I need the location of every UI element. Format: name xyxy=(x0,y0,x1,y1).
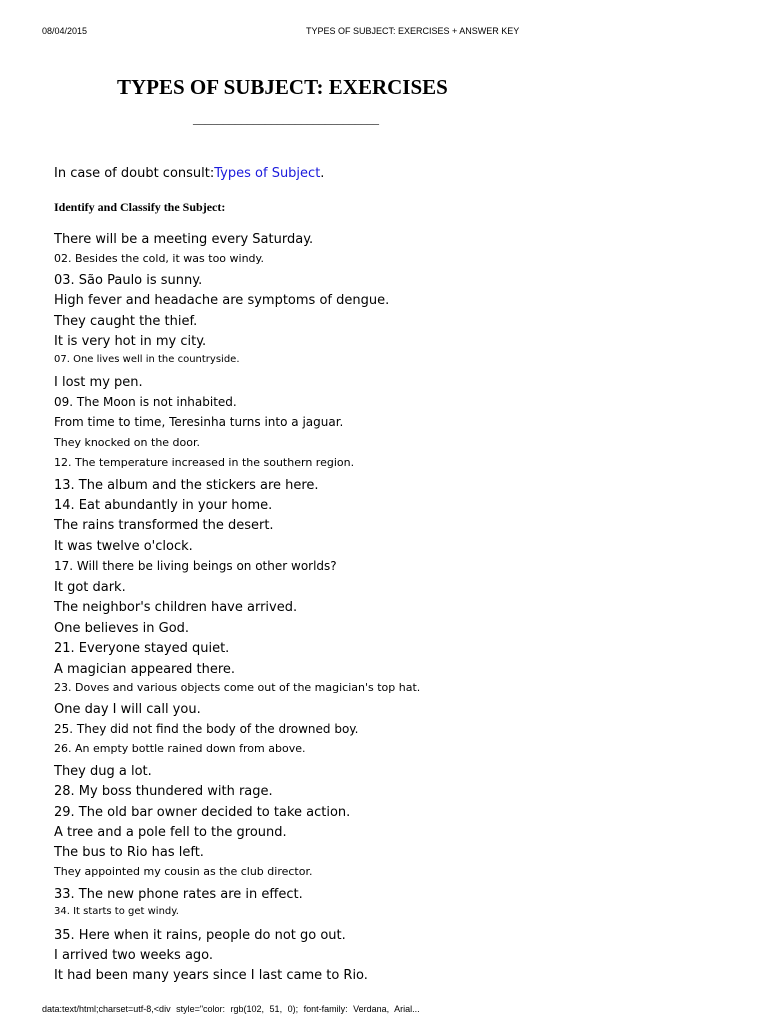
exercise-item: It was twelve o'clock. xyxy=(54,539,193,554)
intro-text: In case of doubt consult: xyxy=(54,166,215,181)
exercise-item: 12. The temperature increased in the southern region. xyxy=(54,456,355,469)
exercise-item: The neighbor's children have arrived. xyxy=(54,600,298,615)
exercise-item: They dug a lot. xyxy=(54,764,152,779)
exercise-item: From time to time, Teresinha turns into a jaguar. xyxy=(54,415,344,429)
footer-url: data:text/html;charset=utf-8,<div style="color: rgb(102, 51, 0); font-family: Verdana, Arial... xyxy=(42,1004,420,1014)
exercise-item: 09. The Moon is not inhabited. xyxy=(54,395,237,409)
header-title: TYPES OF SUBJECT: EXERCISES + ANSWER KEY xyxy=(306,26,520,36)
exercise-item: High fever and headache are symptoms of dengue. xyxy=(54,293,390,308)
exercise-item: One believes in God. xyxy=(54,621,190,636)
title-underline: _______________________________ xyxy=(193,112,379,126)
types-of-subject-link[interactable]: Types of Subject xyxy=(214,166,321,181)
exercise-item: They appointed my cousin as the club director. xyxy=(54,865,313,878)
intro-paragraph xyxy=(54,166,324,181)
exercise-item: They caught the thief. xyxy=(54,314,198,329)
exercise-item: A magician appeared there. xyxy=(54,662,236,677)
exercise-item: I arrived two weeks ago. xyxy=(54,948,214,963)
instruction-heading: Identify and Classify the Subject: xyxy=(54,200,226,214)
exercise-item: It is very hot in my city. xyxy=(54,334,207,349)
exercise-item: 33. The new phone rates are in effect. xyxy=(54,887,303,902)
exercise-item: The rains transformed the desert. xyxy=(54,518,274,533)
exercise-item: 34. It starts to get windy. xyxy=(54,906,179,917)
exercise-item: 02. Besides the cold, it was too windy. xyxy=(54,252,264,265)
exercise-item: 35. Here when it rains, people do not go out. xyxy=(54,928,346,943)
exercise-item: 25. They did not find the body of the drowned boy. xyxy=(54,722,359,736)
exercise-item: One day I will call you. xyxy=(54,702,201,717)
exercise-item: 07. One lives well in the countryside. xyxy=(54,354,240,365)
exercise-item: 26. An empty bottle rained down from above. xyxy=(54,742,306,755)
exercise-item: A tree and a pole fell to the ground. xyxy=(54,825,287,840)
exercise-item: They knocked on the door. xyxy=(54,436,201,449)
exercise-item: There will be a meeting every Saturday. xyxy=(54,232,314,247)
exercise-item: 17. Will there be living beings on other worlds? xyxy=(54,559,337,573)
intro-end: . xyxy=(320,166,325,181)
exercise-item: The bus to Rio has left. xyxy=(54,845,204,860)
exercise-item: 13. The album and the stickers are here. xyxy=(54,478,319,493)
exercise-item: It got dark. xyxy=(54,580,126,595)
exercise-item: 21. Everyone stayed quiet. xyxy=(54,641,230,656)
exercise-item: 14. Eat abundantly in your home. xyxy=(54,498,273,513)
page-title: TYPES OF SUBJECT: EXERCISES xyxy=(117,75,448,99)
exercise-item: 23. Doves and various objects come out of the magician's top hat. xyxy=(54,681,421,694)
exercise-item: 29. The old bar owner decided to take action. xyxy=(54,805,351,820)
exercise-item: 03. São Paulo is sunny. xyxy=(54,273,203,288)
exercise-item: I lost my pen. xyxy=(54,375,143,390)
exercise-item: It had been many years since I last came to Rio. xyxy=(54,968,368,983)
header-date: 08/04/2015 xyxy=(42,26,88,36)
exercise-item: 28. My boss thundered with rage. xyxy=(54,784,273,799)
